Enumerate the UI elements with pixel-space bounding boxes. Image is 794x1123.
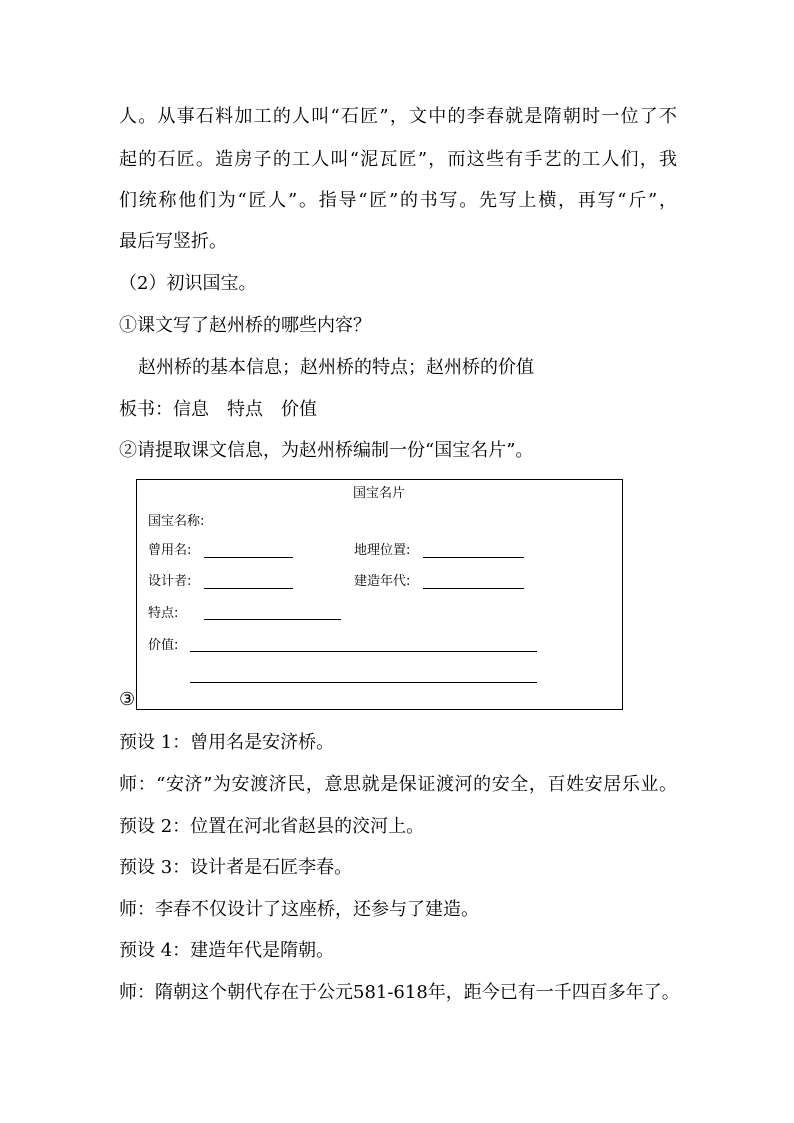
question-3-marker: ③ — [119, 689, 136, 710]
card-location-blank — [423, 557, 524, 558]
text-line-4: 最后写竖折。 — [119, 231, 227, 252]
national-treasure-card — [136, 479, 623, 710]
card-designer-blank — [204, 588, 293, 589]
card-feature-label: 特点: — [148, 606, 179, 621]
board-writing: 板书：信息 特点 价值 — [119, 399, 317, 420]
card-era-blank — [423, 588, 524, 589]
teacher-line-3: 师：隋朝这个朝代存在于公元581-618年，距今已有一千四百多年了。 — [119, 982, 680, 1003]
section-heading: （2）初识国宝。 — [119, 273, 257, 294]
preset-3: 预设 3：设计者是石匠李春。 — [119, 857, 353, 878]
text-line-1: 人。从事石料加工的人叫“石匠”，文中的李春就是隋朝时一位了不 — [119, 106, 677, 127]
preset-1: 预设 1：曾用名是安济桥。 — [119, 732, 335, 753]
card-alias-label: 曾用名: — [148, 543, 192, 558]
card-alias-blank — [204, 557, 293, 558]
teacher-line-2: 师：李春不仅设计了这座桥，还参与了建造。 — [119, 899, 479, 920]
teacher-line-1: 师：“安济”为安渡济民，意思就是保证渡河的安全，百姓安居乐业。 — [119, 774, 677, 795]
question-2: ②请提取课文信息，为赵州桥编制一份“国宝名片”。 — [119, 440, 534, 461]
card-name-label: 国宝名称: — [148, 514, 205, 529]
card-designer-label: 设计者: — [148, 574, 192, 589]
card-era-label: 建造年代: — [354, 574, 411, 589]
text-line-3: 们统称他们为“匠人”。指导“匠”的书写。先写上横，再写“斤”， — [119, 190, 677, 211]
preset-2: 预设 2：位置在河北省赵县的洨河上。 — [119, 816, 425, 837]
question-1: ①课文写了赵州桥的哪些内容？ — [119, 315, 371, 336]
card-value-blank-1 — [190, 651, 537, 652]
card-value-blank-2 — [190, 682, 537, 683]
text-line-2: 起的石匠。造房子的工人叫“泥瓦匠”，而这些有手艺的工人们，我 — [119, 149, 677, 170]
answer-1: 赵州桥的基本信息；赵州桥的特点；赵州桥的价值 — [138, 357, 534, 378]
card-title: 国宝名片 — [353, 486, 406, 501]
card-value-label: 价值: — [148, 638, 179, 653]
card-location-label: 地理位置: — [354, 543, 411, 558]
preset-4: 预设 4：建造年代是隋朝。 — [119, 940, 335, 961]
card-feature-blank — [204, 619, 341, 620]
